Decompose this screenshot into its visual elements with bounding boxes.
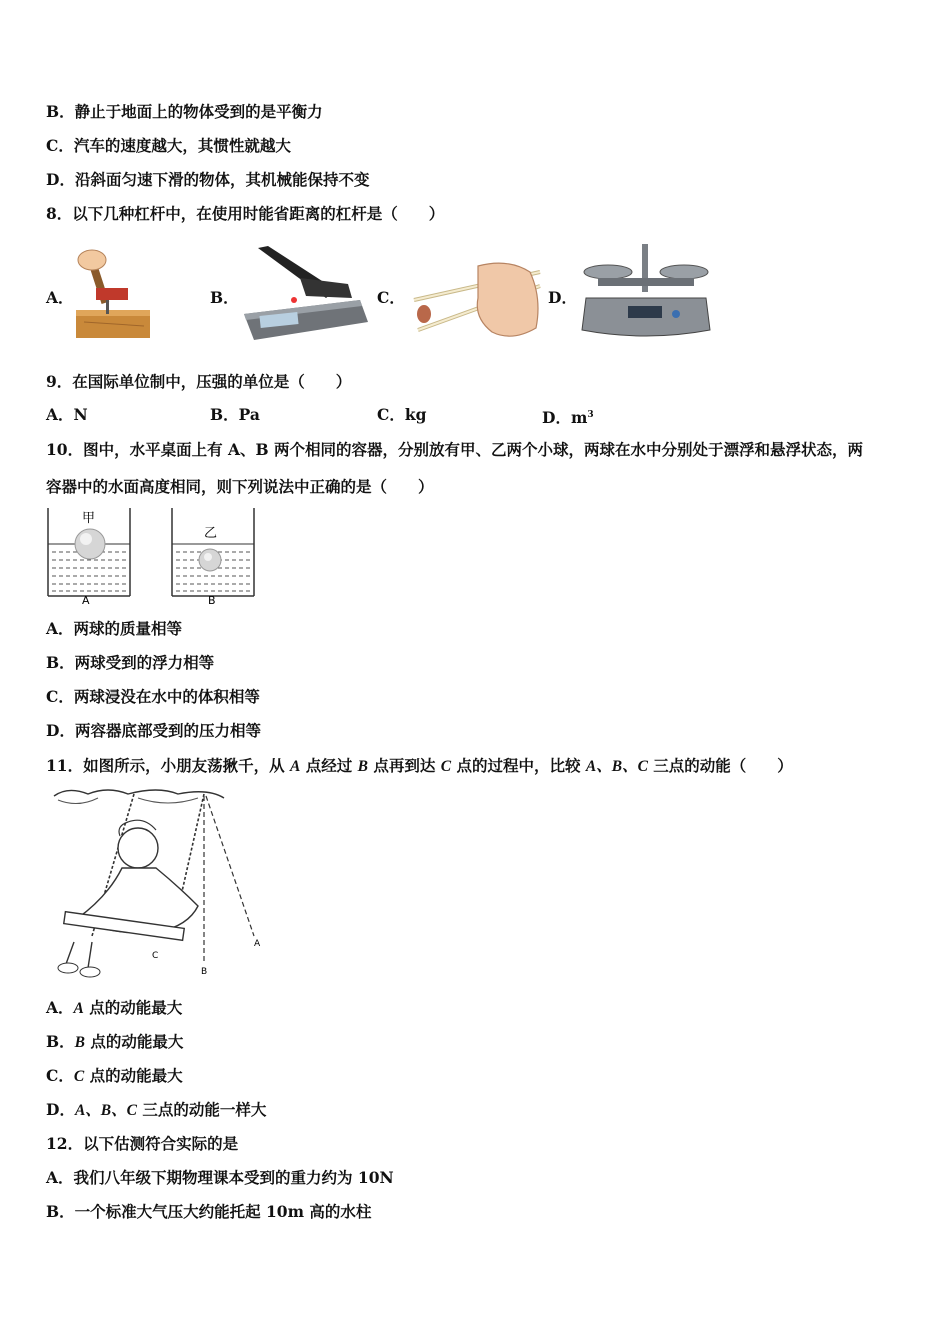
label-container-a: A: [82, 594, 90, 606]
q7-option-d: D．沿斜面匀速下滑的物体，其机械能保持不变: [46, 170, 370, 189]
q8-stem: 8．以下几种杠杆中，在使用时能省距离的杠杆是（ ）: [46, 204, 445, 223]
q10-option-b: B．两球受到的浮力相等: [46, 653, 215, 672]
q7-option-c: C．汽车的速度越大，其惯性就越大: [46, 136, 291, 155]
container-b: [172, 508, 254, 596]
q10-option-c: C．两球浸没在水中的体积相等: [46, 687, 260, 706]
q11-option-c: C．C 点的动能最大: [46, 1066, 183, 1085]
containers-figure: [40, 504, 270, 606]
q7-option-b: B．静止于地面上的物体受到的是平衡力: [46, 102, 323, 121]
stapler-image: [240, 244, 372, 342]
q9-option-c: C．kg: [377, 405, 427, 424]
q11-option-b: B．B 点的动能最大: [46, 1032, 184, 1051]
swing-label-b: B: [201, 967, 208, 977]
q9-option-d: D．$m^3$: [542, 408, 594, 428]
q11-option-d: D．A、B、C 三点的动能一样大: [46, 1100, 267, 1119]
q8-label-a: A．: [46, 288, 74, 307]
chopsticks-image: [408, 258, 544, 342]
q10-option-d: D．两容器底部受到的压力相等: [46, 721, 261, 740]
label-yi: 乙: [204, 526, 218, 541]
q9-option-b: B．Pa: [210, 405, 260, 424]
q8-label-c: C．: [377, 288, 405, 307]
q12-option-b: B．一个标准大气压大约能托起 10m 高的水柱: [46, 1202, 372, 1221]
q10-stem-line2: 容器中的水面高度相同，则下列说法中正确的是（ ）: [46, 477, 434, 496]
hammer-image: [74, 240, 154, 340]
q8-label-d: D．: [548, 288, 577, 307]
q11-option-a: A．A 点的动能最大: [46, 998, 183, 1017]
q10-stem-line1: 10．图中，水平桌面上有 A、B 两个相同的容器，分别放有甲、乙两个小球，两球在水中分别处于漂浮和悬浮状态，两: [46, 440, 863, 459]
label-container-b: B: [208, 594, 216, 606]
q8-label-b: B．: [210, 288, 239, 307]
q12-stem: 12．以下估测符合实际的是: [46, 1134, 239, 1153]
q12-option-a: A．我们八年级下期物理课本受到的重力约为 10N: [46, 1168, 394, 1187]
label-jia: 甲: [82, 511, 96, 526]
swing-label-c: C: [152, 951, 159, 961]
q9-stem: 9．在国际单位制中，压强的单位是（ ）: [46, 372, 352, 391]
q10-option-a: A．两球的质量相等: [46, 619, 183, 638]
q9-option-a: A．N: [46, 405, 88, 424]
swing-label-a: A: [254, 939, 261, 949]
balance-scale-image: [578, 238, 714, 342]
swing-figure: [48, 786, 268, 982]
q11-stem: 11．如图所示，小朋友荡揪千，从 A 点经过 B 点再到达 C 点的过程中，比较 A、B、C 三点的动能（ ）: [46, 756, 793, 775]
